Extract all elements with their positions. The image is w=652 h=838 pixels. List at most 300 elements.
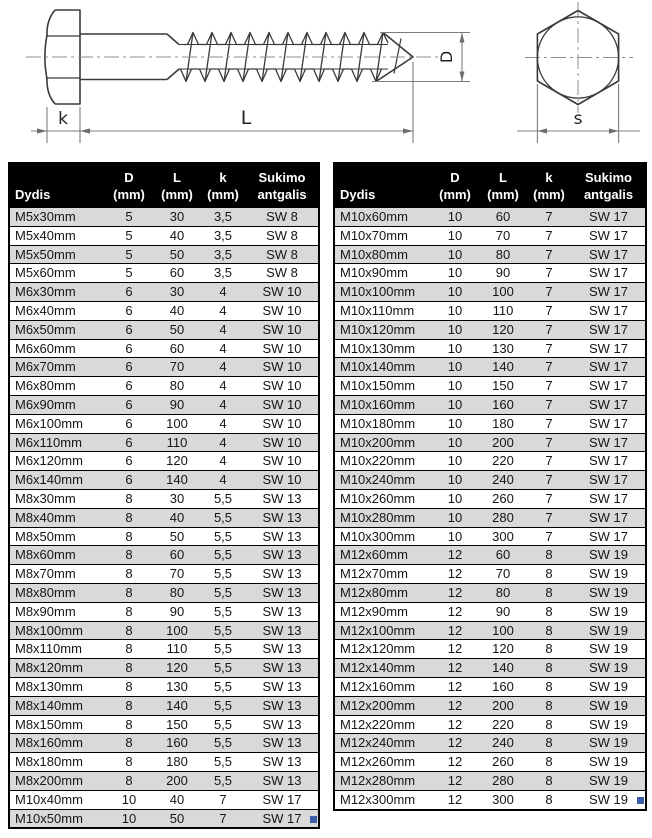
value-cell: SW 19 xyxy=(572,790,646,809)
size-cell: M5x30mm xyxy=(9,208,104,227)
value-cell: 6 xyxy=(104,377,154,396)
size-cell: M6x60mm xyxy=(9,339,104,358)
value-cell: 5 xyxy=(104,264,154,283)
value-cell: 7 xyxy=(526,471,572,490)
value-cell: SW 19 xyxy=(572,546,646,565)
table-row xyxy=(9,452,319,471)
value-cell: SW 19 xyxy=(572,734,646,753)
value-cell: SW 17 xyxy=(572,527,646,546)
value-cell: 8 xyxy=(526,790,572,809)
value-cell: SW 13 xyxy=(246,659,319,678)
value-cell: 60 xyxy=(480,546,526,565)
value-cell: 10 xyxy=(430,395,480,414)
value-cell: 6 xyxy=(104,414,154,433)
table-row xyxy=(9,734,319,753)
value-cell: 10 xyxy=(430,452,480,471)
table-row xyxy=(334,565,646,584)
value-cell: SW 10 xyxy=(246,301,319,320)
size-cell: M10x200mm xyxy=(334,433,430,452)
size-cell: M5x60mm xyxy=(9,264,104,283)
value-cell: SW 17 xyxy=(572,226,646,245)
value-cell: 8 xyxy=(526,546,572,565)
value-cell: 8 xyxy=(104,753,154,772)
value-cell: SW 17 xyxy=(572,433,646,452)
value-cell: SW 13 xyxy=(246,508,319,527)
table-row xyxy=(9,226,319,245)
value-cell: SW 8 xyxy=(246,226,319,245)
value-cell: 80 xyxy=(154,583,200,602)
value-cell: 200 xyxy=(154,771,200,790)
table-row xyxy=(9,414,319,433)
value-cell: 7 xyxy=(526,208,572,227)
value-cell: 160 xyxy=(480,395,526,414)
size-cell: M10x80mm xyxy=(334,245,430,264)
value-cell: 12 xyxy=(430,771,480,790)
value-cell: 4 xyxy=(200,301,246,320)
value-cell: 10 xyxy=(430,245,480,264)
value-cell: 6 xyxy=(104,283,154,302)
table-row xyxy=(9,508,319,527)
value-cell: SW 19 xyxy=(572,602,646,621)
size-cell: M12x200mm xyxy=(334,696,430,715)
size-cell: M12x160mm xyxy=(334,677,430,696)
value-cell: SW 8 xyxy=(246,208,319,227)
value-cell: 8 xyxy=(526,602,572,621)
value-cell: 10 xyxy=(430,283,480,302)
value-cell: 5,5 xyxy=(200,696,246,715)
value-cell: 5,5 xyxy=(200,583,246,602)
table-row xyxy=(334,659,646,678)
value-cell: 5,5 xyxy=(200,640,246,659)
value-cell: SW 19 xyxy=(572,583,646,602)
value-cell: 4 xyxy=(200,395,246,414)
table-row xyxy=(9,659,319,678)
value-cell: 10 xyxy=(430,471,480,490)
value-cell: 8 xyxy=(526,659,572,678)
value-cell: 100 xyxy=(154,621,200,640)
value-cell: SW 13 xyxy=(246,546,319,565)
value-cell: 240 xyxy=(480,734,526,753)
value-cell: 4 xyxy=(200,283,246,302)
value-cell: 260 xyxy=(480,753,526,772)
value-cell: SW 13 xyxy=(246,583,319,602)
size-cell: M8x40mm xyxy=(9,508,104,527)
value-cell: 40 xyxy=(154,226,200,245)
value-cell: 5,5 xyxy=(200,715,246,734)
value-cell: SW 19 xyxy=(572,696,646,715)
value-cell: 6 xyxy=(104,320,154,339)
value-cell: 50 xyxy=(154,245,200,264)
table-row xyxy=(9,377,319,396)
value-cell: 7 xyxy=(526,339,572,358)
table-row xyxy=(9,790,319,809)
value-cell: SW 13 xyxy=(246,753,319,772)
value-cell: 6 xyxy=(104,395,154,414)
size-cell: M10x150mm xyxy=(334,377,430,396)
value-cell: 4 xyxy=(200,414,246,433)
value-cell: SW 10 xyxy=(246,377,319,396)
value-cell: 5,5 xyxy=(200,602,246,621)
size-cell: M12x260mm xyxy=(334,753,430,772)
value-cell: 10 xyxy=(430,320,480,339)
value-cell: 70 xyxy=(154,565,200,584)
value-cell: 12 xyxy=(430,677,480,696)
value-cell: 90 xyxy=(480,264,526,283)
table-row xyxy=(334,489,646,508)
table-row xyxy=(9,602,319,621)
value-cell: 4 xyxy=(200,471,246,490)
value-cell: 280 xyxy=(480,508,526,527)
table-row xyxy=(9,339,319,358)
value-cell: 100 xyxy=(154,414,200,433)
size-cell: M12x140mm xyxy=(334,659,430,678)
value-cell: 8 xyxy=(104,771,154,790)
value-cell: 220 xyxy=(480,452,526,471)
col-header-d: D (mm) xyxy=(104,163,154,208)
table-row xyxy=(9,208,319,227)
value-cell: 3,5 xyxy=(200,264,246,283)
value-cell: 8 xyxy=(526,715,572,734)
value-cell: SW 17 xyxy=(572,358,646,377)
value-cell: SW 17 xyxy=(572,264,646,283)
value-cell: 10 xyxy=(430,414,480,433)
value-cell: SW 13 xyxy=(246,640,319,659)
table-row xyxy=(334,734,646,753)
value-cell: 7 xyxy=(526,226,572,245)
value-cell: 3,5 xyxy=(200,208,246,227)
value-cell: SW 10 xyxy=(246,395,319,414)
value-cell: 12 xyxy=(430,583,480,602)
value-cell: 12 xyxy=(430,696,480,715)
value-cell: 100 xyxy=(480,621,526,640)
value-cell: 7 xyxy=(200,790,246,809)
value-cell: 70 xyxy=(154,358,200,377)
size-cell: M6x90mm xyxy=(9,395,104,414)
table-row xyxy=(334,208,646,227)
table-row xyxy=(9,245,319,264)
value-cell: 10 xyxy=(430,527,480,546)
dim-label-k: k xyxy=(58,109,68,129)
value-cell: 8 xyxy=(104,565,154,584)
value-cell: SW 19 xyxy=(572,771,646,790)
value-cell: 5,5 xyxy=(200,677,246,696)
size-cell: M10x90mm xyxy=(334,264,430,283)
value-cell: 5,5 xyxy=(200,753,246,772)
value-cell: 8 xyxy=(526,677,572,696)
size-cell: M8x30mm xyxy=(9,489,104,508)
size-cell: M6x70mm xyxy=(9,358,104,377)
value-cell: 4 xyxy=(200,433,246,452)
value-cell: 8 xyxy=(526,771,572,790)
table-row xyxy=(334,395,646,414)
value-cell: 8 xyxy=(104,640,154,659)
value-cell: SW 17 xyxy=(572,508,646,527)
size-cell: M6x140mm xyxy=(9,471,104,490)
value-cell: 8 xyxy=(104,734,154,753)
size-cell: M10x140mm xyxy=(334,358,430,377)
value-cell: 5,5 xyxy=(200,565,246,584)
value-cell: 110 xyxy=(480,301,526,320)
value-cell: SW 10 xyxy=(246,358,319,377)
table-row xyxy=(9,433,319,452)
size-cell: M10x120mm xyxy=(334,320,430,339)
size-cell: M8x100mm xyxy=(9,621,104,640)
table-row xyxy=(334,452,646,471)
value-cell: 8 xyxy=(526,734,572,753)
table-row xyxy=(9,583,319,602)
value-cell: 10 xyxy=(430,489,480,508)
size-cell: M6x120mm xyxy=(9,452,104,471)
value-cell: 7 xyxy=(526,245,572,264)
value-cell: 8 xyxy=(526,640,572,659)
value-cell: 110 xyxy=(154,433,200,452)
value-cell: 12 xyxy=(430,546,480,565)
value-cell: SW 17 xyxy=(572,489,646,508)
value-cell: 60 xyxy=(480,208,526,227)
size-cell: M8x50mm xyxy=(9,527,104,546)
value-cell: 50 xyxy=(154,320,200,339)
value-cell: 40 xyxy=(154,301,200,320)
value-cell: 5,5 xyxy=(200,489,246,508)
value-cell: 120 xyxy=(480,320,526,339)
value-cell: 4 xyxy=(200,339,246,358)
table-row xyxy=(334,508,646,527)
spec-table-right xyxy=(333,162,647,811)
value-cell: SW 17 xyxy=(572,414,646,433)
size-cell: M10x300mm xyxy=(334,527,430,546)
value-cell: SW 19 xyxy=(572,753,646,772)
value-cell: 80 xyxy=(154,377,200,396)
dim-label-L: L xyxy=(240,107,252,129)
size-cell: M6x30mm xyxy=(9,283,104,302)
value-cell: SW 10 xyxy=(246,471,319,490)
value-cell: 4 xyxy=(200,320,246,339)
value-cell: 140 xyxy=(154,696,200,715)
value-cell: 12 xyxy=(430,715,480,734)
value-cell: 5,5 xyxy=(200,734,246,753)
value-cell: 8 xyxy=(104,546,154,565)
table-row xyxy=(334,245,646,264)
table-row xyxy=(9,320,319,339)
value-cell: 3,5 xyxy=(200,245,246,264)
value-cell: SW 17 xyxy=(246,790,319,809)
value-cell: 240 xyxy=(480,471,526,490)
value-cell: 120 xyxy=(154,659,200,678)
size-cell: M8x90mm xyxy=(9,602,104,621)
size-cell: M10x160mm xyxy=(334,395,430,414)
dim-label-s: s xyxy=(573,109,583,129)
value-cell: 8 xyxy=(104,508,154,527)
size-cell: M10x280mm xyxy=(334,508,430,527)
value-cell: 80 xyxy=(480,583,526,602)
value-cell: 180 xyxy=(154,753,200,772)
table-row xyxy=(9,771,319,790)
value-cell: SW 13 xyxy=(246,621,319,640)
value-cell: 7 xyxy=(526,452,572,471)
size-cell: M10x60mm xyxy=(334,208,430,227)
value-cell: 3,5 xyxy=(200,226,246,245)
value-cell: 7 xyxy=(526,508,572,527)
table-row xyxy=(334,621,646,640)
value-cell: 12 xyxy=(430,753,480,772)
value-cell: 10 xyxy=(430,264,480,283)
value-cell: 140 xyxy=(480,659,526,678)
value-cell: SW 13 xyxy=(246,771,319,790)
table-row xyxy=(334,358,646,377)
table-row xyxy=(9,264,319,283)
value-cell: SW 13 xyxy=(246,734,319,753)
value-cell: 40 xyxy=(154,790,200,809)
table-row xyxy=(334,471,646,490)
value-cell: 5 xyxy=(104,226,154,245)
value-cell: SW 10 xyxy=(246,339,319,358)
size-cell: M10x40mm xyxy=(9,790,104,809)
col-header-k: k (mm) xyxy=(526,163,572,208)
size-cell: M8x160mm xyxy=(9,734,104,753)
table-row xyxy=(9,283,319,302)
value-cell: 12 xyxy=(430,565,480,584)
value-cell: SW 19 xyxy=(572,640,646,659)
value-cell: 8 xyxy=(104,621,154,640)
value-cell: 50 xyxy=(154,809,200,828)
col-header-l: L (mm) xyxy=(154,163,200,208)
value-cell: 5,5 xyxy=(200,546,246,565)
value-cell: SW 17 xyxy=(572,245,646,264)
size-cell: M12x70mm xyxy=(334,565,430,584)
table-row xyxy=(9,546,319,565)
table-row xyxy=(334,339,646,358)
value-cell: 130 xyxy=(480,339,526,358)
value-cell: SW 13 xyxy=(246,489,319,508)
value-cell: SW 10 xyxy=(246,283,319,302)
value-cell: SW 13 xyxy=(246,715,319,734)
value-cell: 5,5 xyxy=(200,771,246,790)
value-cell: 140 xyxy=(480,358,526,377)
size-cell: M10x130mm xyxy=(334,339,430,358)
value-cell: SW 8 xyxy=(246,245,319,264)
header-row xyxy=(9,163,319,208)
value-cell: SW 17 xyxy=(572,377,646,396)
table-row xyxy=(334,771,646,790)
value-cell: 7 xyxy=(526,377,572,396)
value-cell: 12 xyxy=(430,734,480,753)
table-row xyxy=(9,640,319,659)
col-header-l: L (mm) xyxy=(480,163,526,208)
value-cell: 90 xyxy=(154,602,200,621)
value-cell: 300 xyxy=(480,527,526,546)
table-row xyxy=(334,546,646,565)
value-cell: 120 xyxy=(154,452,200,471)
value-cell: 7 xyxy=(526,433,572,452)
value-cell: 8 xyxy=(526,696,572,715)
value-cell: 10 xyxy=(430,226,480,245)
size-cell: M12x240mm xyxy=(334,734,430,753)
size-cell: M8x200mm xyxy=(9,771,104,790)
value-cell: SW 17 xyxy=(572,320,646,339)
value-cell: 260 xyxy=(480,489,526,508)
col-header-dydis: Dydis xyxy=(334,163,430,208)
size-cell: M8x180mm xyxy=(9,753,104,772)
table-row xyxy=(334,283,646,302)
table-row xyxy=(334,414,646,433)
col-header-sukimo: Sukimo antgalis xyxy=(572,163,646,208)
value-cell: SW 8 xyxy=(246,264,319,283)
table-row xyxy=(9,471,319,490)
value-cell: SW 13 xyxy=(246,565,319,584)
table-row xyxy=(9,715,319,734)
value-cell: SW 10 xyxy=(246,452,319,471)
col-header-dydis: Dydis xyxy=(9,163,104,208)
value-cell: 5 xyxy=(104,208,154,227)
table-row xyxy=(334,696,646,715)
value-cell: 7 xyxy=(526,301,572,320)
value-cell: 10 xyxy=(104,790,154,809)
col-header-sukimo: Sukimo antgalis xyxy=(246,163,319,208)
value-cell: 60 xyxy=(154,339,200,358)
table-row xyxy=(9,809,319,828)
value-cell: 12 xyxy=(430,602,480,621)
value-cell: 7 xyxy=(526,395,572,414)
size-cell: M6x50mm xyxy=(9,320,104,339)
value-cell: 6 xyxy=(104,339,154,358)
table-row xyxy=(9,395,319,414)
value-cell: 7 xyxy=(526,489,572,508)
value-cell: 7 xyxy=(526,414,572,433)
value-cell: SW 17 xyxy=(572,339,646,358)
value-cell: SW 13 xyxy=(246,602,319,621)
value-cell: 8 xyxy=(104,715,154,734)
size-cell: M6x100mm xyxy=(9,414,104,433)
table-row xyxy=(334,640,646,659)
value-cell: SW 10 xyxy=(246,414,319,433)
size-cell: M12x80mm xyxy=(334,583,430,602)
value-cell: 80 xyxy=(480,245,526,264)
table-row xyxy=(9,565,319,584)
value-cell: 280 xyxy=(480,771,526,790)
value-cell: SW 10 xyxy=(246,320,319,339)
value-cell: 12 xyxy=(430,621,480,640)
size-cell: M5x50mm xyxy=(9,245,104,264)
fill-handle-icon xyxy=(637,797,644,804)
value-cell: 8 xyxy=(104,527,154,546)
size-cell: M6x80mm xyxy=(9,377,104,396)
value-cell: 12 xyxy=(430,790,480,809)
size-cell: M10x50mm xyxy=(9,809,104,828)
value-cell: SW 10 xyxy=(246,433,319,452)
value-cell: SW 13 xyxy=(246,696,319,715)
value-cell: SW 17 xyxy=(572,395,646,414)
value-cell: 7 xyxy=(526,527,572,546)
value-cell: 8 xyxy=(104,659,154,678)
value-cell: 40 xyxy=(154,508,200,527)
value-cell: 6 xyxy=(104,433,154,452)
size-cell: M8x110mm xyxy=(9,640,104,659)
value-cell: 100 xyxy=(480,283,526,302)
size-cell: M5x40mm xyxy=(9,226,104,245)
size-cell: M10x110mm xyxy=(334,301,430,320)
size-cell: M10x70mm xyxy=(334,226,430,245)
screw-technical-drawing xyxy=(0,0,652,158)
value-cell: 30 xyxy=(154,208,200,227)
table-row xyxy=(9,696,319,715)
header-row xyxy=(334,163,646,208)
value-cell: 10 xyxy=(430,208,480,227)
fill-handle-icon xyxy=(310,816,317,823)
col-header-k: k (mm) xyxy=(200,163,246,208)
table-row xyxy=(9,527,319,546)
table-row xyxy=(334,264,646,283)
value-cell: SW 17 xyxy=(572,301,646,320)
